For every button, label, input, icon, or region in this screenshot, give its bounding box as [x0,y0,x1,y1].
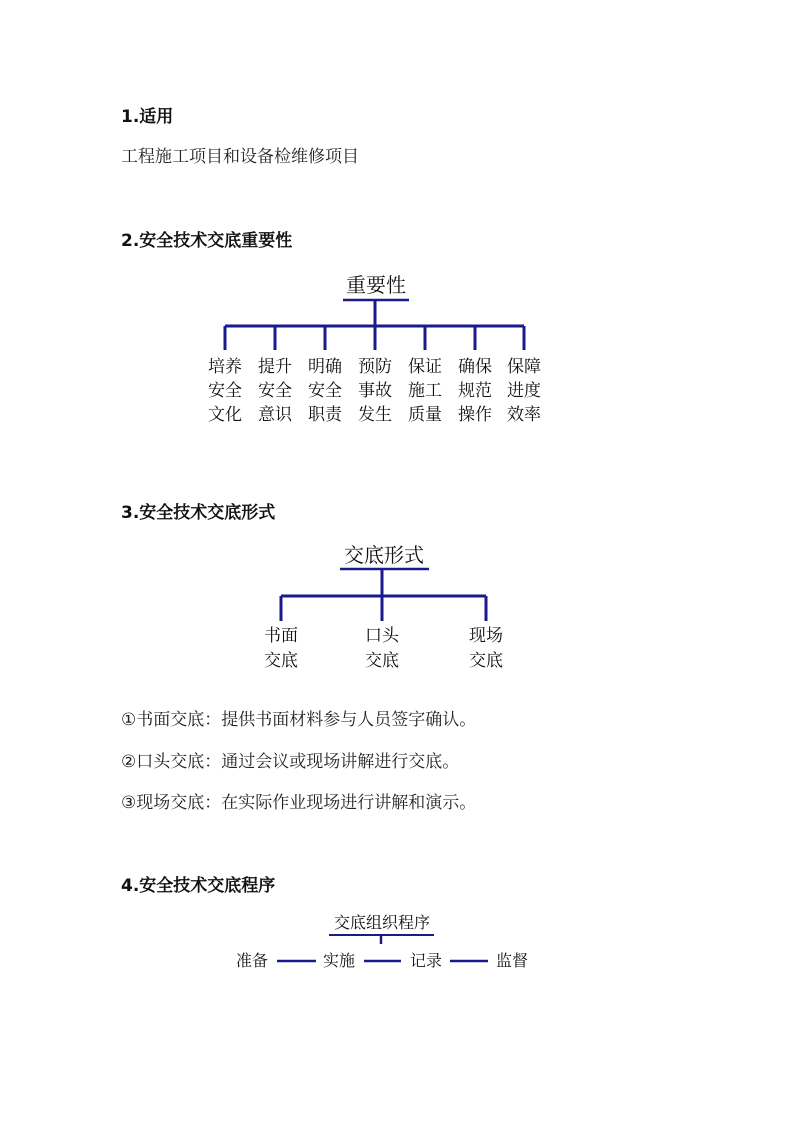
procedure-step: 监督 [495,951,529,970]
forms-child-line2: 交底 [469,651,503,671]
forms-child-line1: 书面 [264,626,298,646]
importance-child-line2: 事故 [358,381,392,401]
importance-child-line3: 意识 [258,405,292,425]
importance-child-line3: 发生 [358,405,392,425]
importance-child-line2: 进度 [507,381,541,401]
section-text-1: 工程施工项目和设备检维修项目 [121,147,359,167]
importance-child-line2: 安全 [308,381,342,401]
importance-child-line3: 职责 [308,405,342,425]
importance-child-line3: 质量 [408,405,442,425]
procedure-step: 记录 [409,951,443,970]
forms-child-line1: 现场 [469,626,503,646]
importance-child-line3: 操作 [458,405,492,425]
importance-child-line1: 明确 [308,357,342,377]
importance-child-line2: 安全 [258,381,292,401]
importance-child-line3: 效率 [507,405,541,425]
importance-root: 重要性 [346,273,406,297]
importance-child-line2: 施工 [408,381,442,401]
procedure-step: 实施 [322,951,356,970]
forms-child-line1: 口头 [365,626,399,646]
section-heading-1: 1.适用 [121,107,174,127]
importance-child-line1: 预防 [358,357,392,377]
forms-child-line2: 交底 [365,651,399,671]
importance-child-line1: 保证 [408,357,442,377]
importance-child-line3: 文化 [208,405,242,425]
forms-list-item: ①书面交底：提供书面材料参与人员签字确认。 [121,710,477,730]
section-heading-2: 2.安全技术交底重要性 [121,231,293,251]
procedure-step: 准备 [235,951,269,970]
forms-list-item: ③现场交底：在实际作业现场进行讲解和演示。 [121,793,477,813]
section-heading-4: 4.安全技术交底程序 [121,876,276,896]
forms-list-item: ②口头交底：通过会议或现场讲解进行交底。 [121,752,460,772]
procedure-root: 交底组织程序 [333,913,431,932]
importance-child-line1: 培养 [208,357,242,377]
forms-child-line2: 交底 [264,651,298,671]
section-heading-3: 3.安全技术交底形式 [121,503,276,523]
importance-child-line2: 安全 [208,381,242,401]
forms-root: 交底形式 [344,543,424,567]
importance-child-line1: 保障 [507,357,541,377]
importance-child-line1: 确保 [458,357,492,377]
importance-child-line1: 提升 [258,357,292,377]
importance-child-line2: 规范 [458,381,492,401]
